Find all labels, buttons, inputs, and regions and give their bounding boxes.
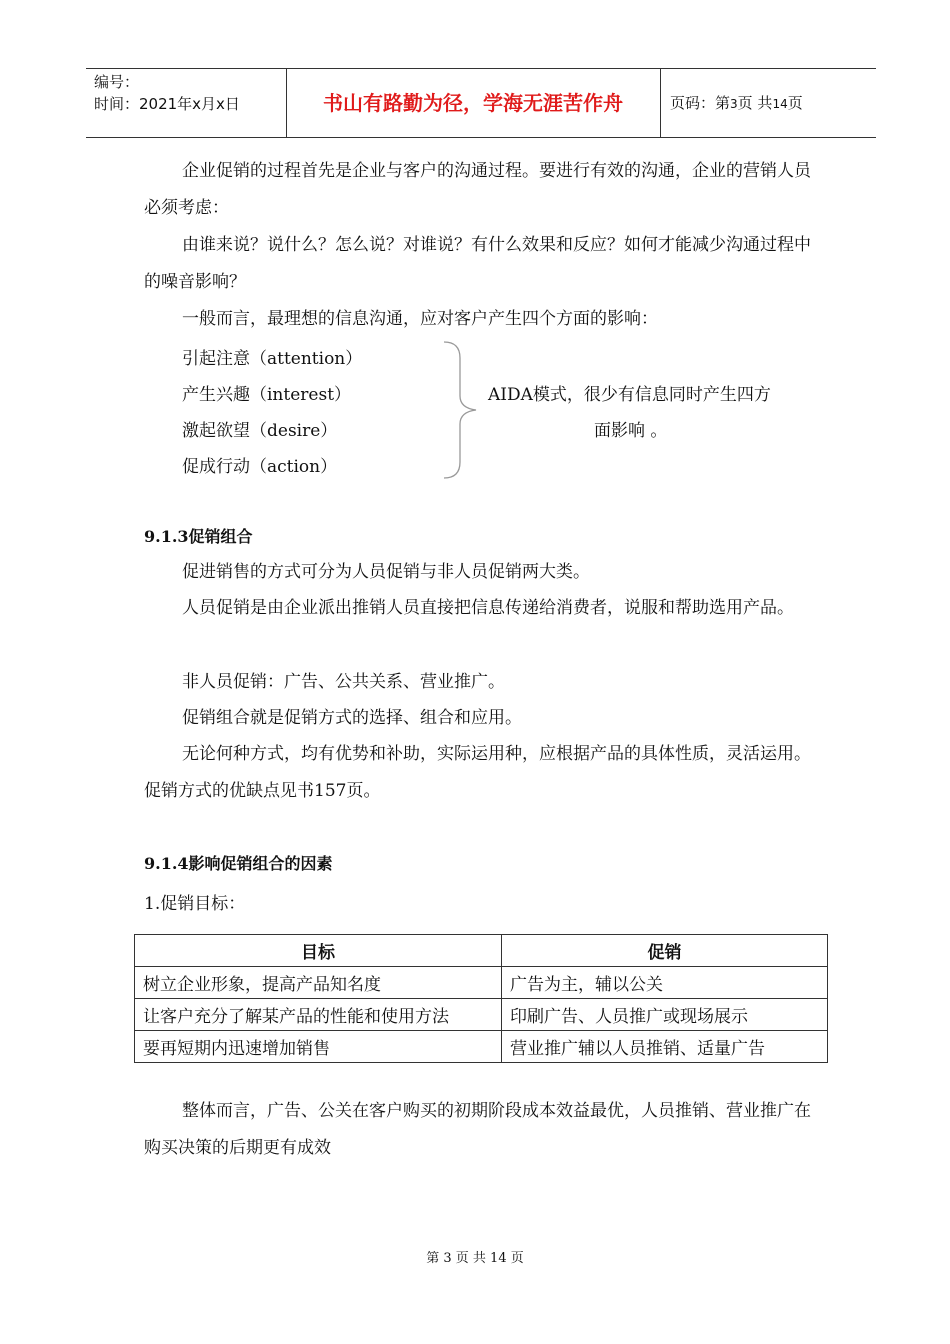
page-prefix: 页码：第 <box>670 94 731 112</box>
table-cell: 印刷广告、人员推广或现场展示 <box>502 999 828 1031</box>
table-header-row <box>135 935 828 967</box>
paragraph-6: 非人员促销：广告、公共关系、营业推广。 <box>182 672 505 692</box>
heading-number: 9.1.3 <box>144 527 189 546</box>
promotion-goal-table <box>134 934 828 1063</box>
header-number: 编号： <box>94 73 140 91</box>
table-cell: 要再短期内迅速增加销售 <box>135 1031 502 1063</box>
curly-brace-icon <box>440 340 480 480</box>
table-row <box>135 999 828 1031</box>
paragraph-2: 由谁来说？说什么？怎么说？对谁说？有什么效果和反应？如何才能减少沟通过程中的噪音影响？ <box>144 235 811 292</box>
paragraph-8: 无论何种方式，均有优势和补助，实际运用种，应根据产品的具体性质，灵活运用。促销方式的优缺点见书157页。 <box>144 744 811 801</box>
aida-note-line1: AIDA模式，很少有信息同时产生四方 <box>488 385 771 405</box>
page-total: 14 <box>772 97 788 111</box>
paragraph-7: 促销组合就是促销方式的选择、组合和应用。 <box>182 708 522 728</box>
list-item: 1.促销目标： <box>144 894 246 914</box>
table-row <box>135 967 828 999</box>
aida-item: 激起欲望（desire） <box>182 421 338 441</box>
table-header-cell: 目标 <box>135 935 502 967</box>
aida-note-line2: 面影响 。 <box>594 421 668 441</box>
heading-number: 9.1.4 <box>144 854 189 873</box>
page-suffix: 页 <box>787 94 803 112</box>
page-current: 3 <box>730 97 738 111</box>
heading-text: 促销组合 <box>188 527 253 546</box>
header-divider <box>660 69 661 137</box>
table-header-cell: 促销 <box>502 935 828 967</box>
table-row <box>135 1031 828 1063</box>
paragraph-4: 促进销售的方式可分为人员促销与非人员促销两大类。 <box>182 562 590 582</box>
paragraph-5: 人员促销是由企业派出推销人员直接把信息传递给消费者，说服和帮助选用产品。 <box>182 598 794 618</box>
page-footer: 第 3 页 共 14 页 <box>426 1251 524 1266</box>
table-cell: 树立企业形象，提高产品知名度 <box>135 967 502 999</box>
table-cell: 让客户充分了解某产品的性能和使用方法 <box>135 999 502 1031</box>
table-cell: 营业推广辅以人员推销、适量广告 <box>502 1031 828 1063</box>
section-heading-913 <box>144 524 253 547</box>
aida-item: 促成行动（action） <box>182 457 338 477</box>
paragraph-3: 一般而言，最理想的信息沟通，应对客户产生四个方面的影响： <box>182 309 658 329</box>
page-mid: 页 共 <box>737 94 773 112</box>
aida-item: 产生兴趣（interest） <box>182 385 352 405</box>
heading-text: 影响促销组合的因素 <box>188 854 333 873</box>
aida-item: 引起注意（attention） <box>182 349 363 369</box>
header-motto: 书山有路勤为径，学海无涯苦作舟 <box>323 91 623 115</box>
page-header <box>86 68 876 138</box>
section-heading-914 <box>144 851 333 874</box>
paragraph-1: 企业促销的过程首先是企业与客户的沟通过程。要进行有效的沟通，企业的营销人员必须考虑： <box>144 161 811 218</box>
header-time: 时间：2021年x月x日 <box>94 95 240 113</box>
header-page-number <box>670 92 803 113</box>
table-cell: 广告为主，辅以公关 <box>502 967 828 999</box>
paragraph-9: 整体而言，广告、公关在客户购买的初期阶段成本效益最优，人员推销、营业推广在购买决策的后期更有成效 <box>144 1101 811 1158</box>
header-meta <box>94 71 240 115</box>
